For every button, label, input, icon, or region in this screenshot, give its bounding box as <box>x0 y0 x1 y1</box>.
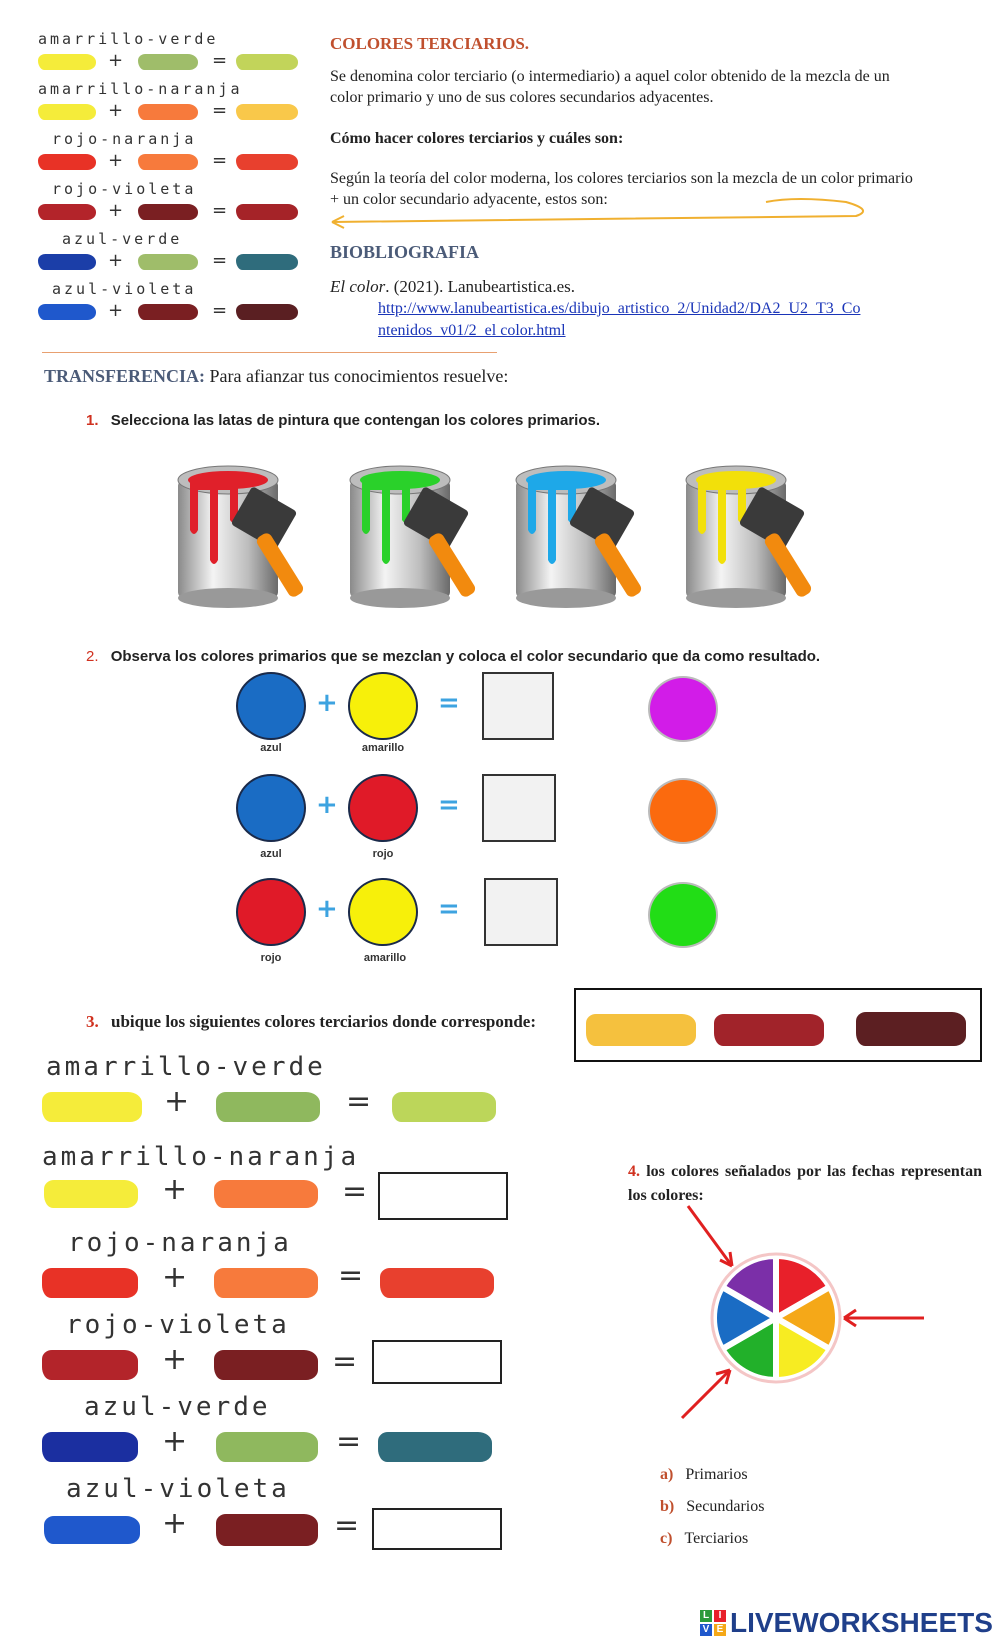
source-title: El color <box>330 277 386 296</box>
option-color-magenta[interactable] <box>648 676 718 742</box>
question-1 <box>86 412 600 429</box>
circle-label: rojo <box>372 848 394 860</box>
color-stroke <box>42 1268 138 1298</box>
equals-sign: = <box>332 1344 358 1379</box>
plus-sign: + <box>108 250 124 271</box>
paint-can-icon <box>506 460 666 610</box>
primary-color-circle <box>348 878 418 946</box>
plus-sign: + <box>108 300 124 321</box>
plus-sign: + <box>108 50 124 71</box>
color-stroke <box>42 1350 138 1380</box>
equals-sign: = <box>438 688 460 718</box>
color-stroke <box>392 1092 496 1122</box>
bibliography-link-line-1[interactable]: http://www.lanubeartistica.es/dibujo_artistico_2/Unidad2/DA2_U2_T3_Co <box>378 300 861 317</box>
plus-sign: + <box>108 200 124 221</box>
equals-sign: = <box>212 150 228 171</box>
equals-sign: = <box>212 200 228 221</box>
circle-label: azul <box>260 742 282 754</box>
paint-can-yellow[interactable] <box>676 460 836 610</box>
equals-sign: = <box>334 1508 360 1543</box>
drop-box[interactable] <box>484 878 558 946</box>
color-stroke <box>216 1092 320 1122</box>
color-stroke <box>214 1180 318 1208</box>
mix-label: azul-violeta <box>66 1474 290 1504</box>
equals-sign: = <box>346 1084 372 1119</box>
color-stroke <box>380 1268 494 1298</box>
liveworksheets-logo <box>700 1608 993 1638</box>
question-number: 3. <box>86 1012 99 1031</box>
bibliography-link-line-2[interactable]: ntenidos_v01/2_el color.html <box>378 322 566 339</box>
equals-sign: = <box>342 1174 368 1209</box>
option-color-orange[interactable] <box>648 778 718 844</box>
answer-blank[interactable] <box>378 1172 508 1220</box>
equals-sign: = <box>438 894 460 924</box>
color-stroke <box>38 154 96 170</box>
equals-sign: = <box>338 1258 364 1293</box>
question-text: los colores señalados por las fechas representan los colores: <box>628 1163 983 1204</box>
option-a[interactable] <box>660 1466 748 1484</box>
color-stroke <box>42 1092 142 1122</box>
answer-blank[interactable] <box>372 1508 502 1550</box>
color-stroke <box>44 1180 138 1208</box>
color-stroke <box>138 104 198 120</box>
color-stroke <box>138 204 198 220</box>
tertiary-choice-blue-violet[interactable] <box>856 1012 966 1046</box>
brand-name: LIVEWORKSHEETS <box>730 1607 993 1638</box>
primary-color-circle <box>236 878 306 946</box>
plus-sign: + <box>162 1172 188 1207</box>
color-stroke <box>236 204 298 220</box>
color-stroke <box>214 1350 318 1380</box>
drop-box[interactable] <box>482 672 554 740</box>
mix-label: rojo-violeta <box>52 180 197 198</box>
color-stroke <box>38 254 96 270</box>
plus-sign: + <box>162 1506 188 1541</box>
color-stroke <box>38 104 96 120</box>
answer-blank[interactable] <box>372 1340 502 1384</box>
logo-letter: I <box>714 1610 726 1622</box>
section-title: COLORES TERCIARIOS. <box>330 34 530 53</box>
circle-label: azul <box>260 848 282 860</box>
question-number: 1. <box>86 412 99 429</box>
tertiary-choices-box <box>574 988 982 1062</box>
color-stroke <box>216 1432 318 1462</box>
paint-can-blue[interactable] <box>506 460 666 610</box>
logo-mark <box>700 1610 726 1636</box>
mix-label: amarrillo-naranja <box>38 80 243 98</box>
color-stroke <box>236 104 298 120</box>
plus-sign: + <box>316 688 338 718</box>
divider <box>42 352 497 353</box>
top-mix-row <box>30 28 310 76</box>
option-letter: c) <box>660 1530 673 1547</box>
option-c[interactable] <box>660 1530 748 1548</box>
color-stroke <box>214 1268 318 1298</box>
question-3 <box>86 1012 536 1032</box>
color-stroke <box>38 204 96 220</box>
option-letter: a) <box>660 1466 674 1483</box>
mix-label: amarrillo-verde <box>38 30 219 48</box>
color-stroke <box>138 54 198 70</box>
circle-label: rojo <box>260 952 282 964</box>
paint-can-red[interactable] <box>168 460 328 610</box>
question-text: Observa los colores primarios que se mezclan y coloca el color secundario que da como resultado. <box>110 648 821 665</box>
paint-can-icon <box>168 460 328 610</box>
plus-sign: + <box>108 100 124 121</box>
color-wheel <box>660 1196 980 1446</box>
top-mix-row <box>30 128 310 176</box>
tertiary-choice-yellow-orange[interactable] <box>586 1014 696 1046</box>
option-text: Terciarios <box>684 1530 749 1547</box>
paint-can-icon <box>340 460 500 610</box>
arrow-top-left <box>688 1206 732 1266</box>
logo-letter: E <box>714 1624 726 1636</box>
primary-color-circle <box>348 672 418 740</box>
circle-label: amarillo <box>363 952 407 964</box>
primary-color-circle <box>236 672 306 740</box>
color-stroke <box>42 1432 138 1462</box>
color-stroke <box>216 1514 318 1546</box>
mix-label: rojo-naranja <box>52 130 197 148</box>
equals-sign: = <box>212 300 228 321</box>
question-text: ubique los siguientes colores terciarios donde corresponde: <box>111 1012 536 1031</box>
color-stroke <box>38 54 96 70</box>
equals-sign: = <box>212 250 228 271</box>
drop-box[interactable] <box>482 774 556 842</box>
color-stroke <box>38 304 96 320</box>
mix-label: azul-verde <box>62 230 183 248</box>
transfer-label: TRANSFERENCIA: <box>44 366 206 386</box>
subtitle: Cómo hacer colores terciarios y cuáles son: <box>330 130 624 147</box>
arrow-bottom-left <box>682 1370 730 1418</box>
plus-sign: + <box>162 1424 188 1459</box>
plus-sign: + <box>316 790 338 820</box>
equals-sign: = <box>438 790 460 820</box>
color-stroke <box>236 254 298 270</box>
plus-sign: + <box>162 1342 188 1377</box>
color-stroke <box>236 54 298 70</box>
tertiary-choice-red-violet[interactable] <box>714 1014 824 1046</box>
logo-letter: V <box>700 1624 712 1636</box>
mix-label: amarrillo-verde <box>46 1052 326 1082</box>
question-text: Selecciona las latas de pintura que contengan los colores primarios. <box>110 412 601 429</box>
plus-sign: + <box>164 1084 190 1119</box>
color-stroke <box>138 154 198 170</box>
top-mix-row <box>30 278 310 326</box>
option-color-green[interactable] <box>648 882 718 948</box>
question-2 <box>86 648 820 665</box>
top-mix-row <box>30 78 310 126</box>
paint-can-icon <box>676 460 836 610</box>
definition-text: Se denomina color terciario (o intermediario) a aquel color obtenido de la mezcla de un color primario y uno de sus colores secundarios adyacentes. <box>330 68 890 106</box>
transfer-heading <box>44 366 508 387</box>
theory-text: Según la teoría del color moderna, los colores terciarios son la mezcla de un color primario + un color secundario adyacente, estos son: <box>330 170 913 208</box>
option-b[interactable] <box>660 1498 764 1516</box>
equals-sign: = <box>212 100 228 121</box>
primary-color-circle <box>348 774 418 842</box>
color-stroke <box>44 1516 140 1544</box>
option-text: Secundarios <box>686 1498 765 1515</box>
plus-sign: + <box>108 150 124 171</box>
logo-letter: L <box>700 1610 712 1622</box>
top-mix-chart <box>30 28 310 328</box>
option-letter: b) <box>660 1498 675 1515</box>
color-stroke <box>236 154 298 170</box>
primary-color-circle <box>236 774 306 842</box>
bibliography-entry <box>330 276 575 297</box>
mix-label: rojo-naranja <box>68 1228 292 1258</box>
top-mix-row <box>30 228 310 276</box>
equals-sign: = <box>212 50 228 71</box>
plus-sign: + <box>316 894 338 924</box>
mix-label: rojo-violeta <box>66 1310 290 1340</box>
mix-label: azul-violeta <box>52 280 197 298</box>
question-number: 4. <box>628 1163 640 1180</box>
mix-label: amarrillo-naranja <box>42 1142 360 1172</box>
bibliography-title: BIOBLIOGRAFIA <box>330 242 480 262</box>
equals-sign: = <box>336 1424 362 1459</box>
color-stroke <box>138 304 198 320</box>
pointer-arrow-decoration <box>326 196 866 236</box>
color-stroke <box>378 1432 492 1462</box>
top-mix-row <box>30 178 310 226</box>
plus-sign: + <box>162 1260 188 1295</box>
circle-label: amarillo <box>361 742 405 754</box>
color-stroke <box>138 254 198 270</box>
color-stroke <box>236 304 298 320</box>
mix-chart <box>40 1048 520 1558</box>
mix-label: azul-verde <box>84 1392 271 1422</box>
question-number: 2. <box>86 648 99 665</box>
transfer-text: Para afianzar tus conocimientos resuelve: <box>205 366 509 386</box>
paint-can-green[interactable] <box>340 460 500 610</box>
option-text: Primarios <box>685 1466 748 1483</box>
source-details: . (2021). Lanubeartistica.es. <box>385 277 576 296</box>
